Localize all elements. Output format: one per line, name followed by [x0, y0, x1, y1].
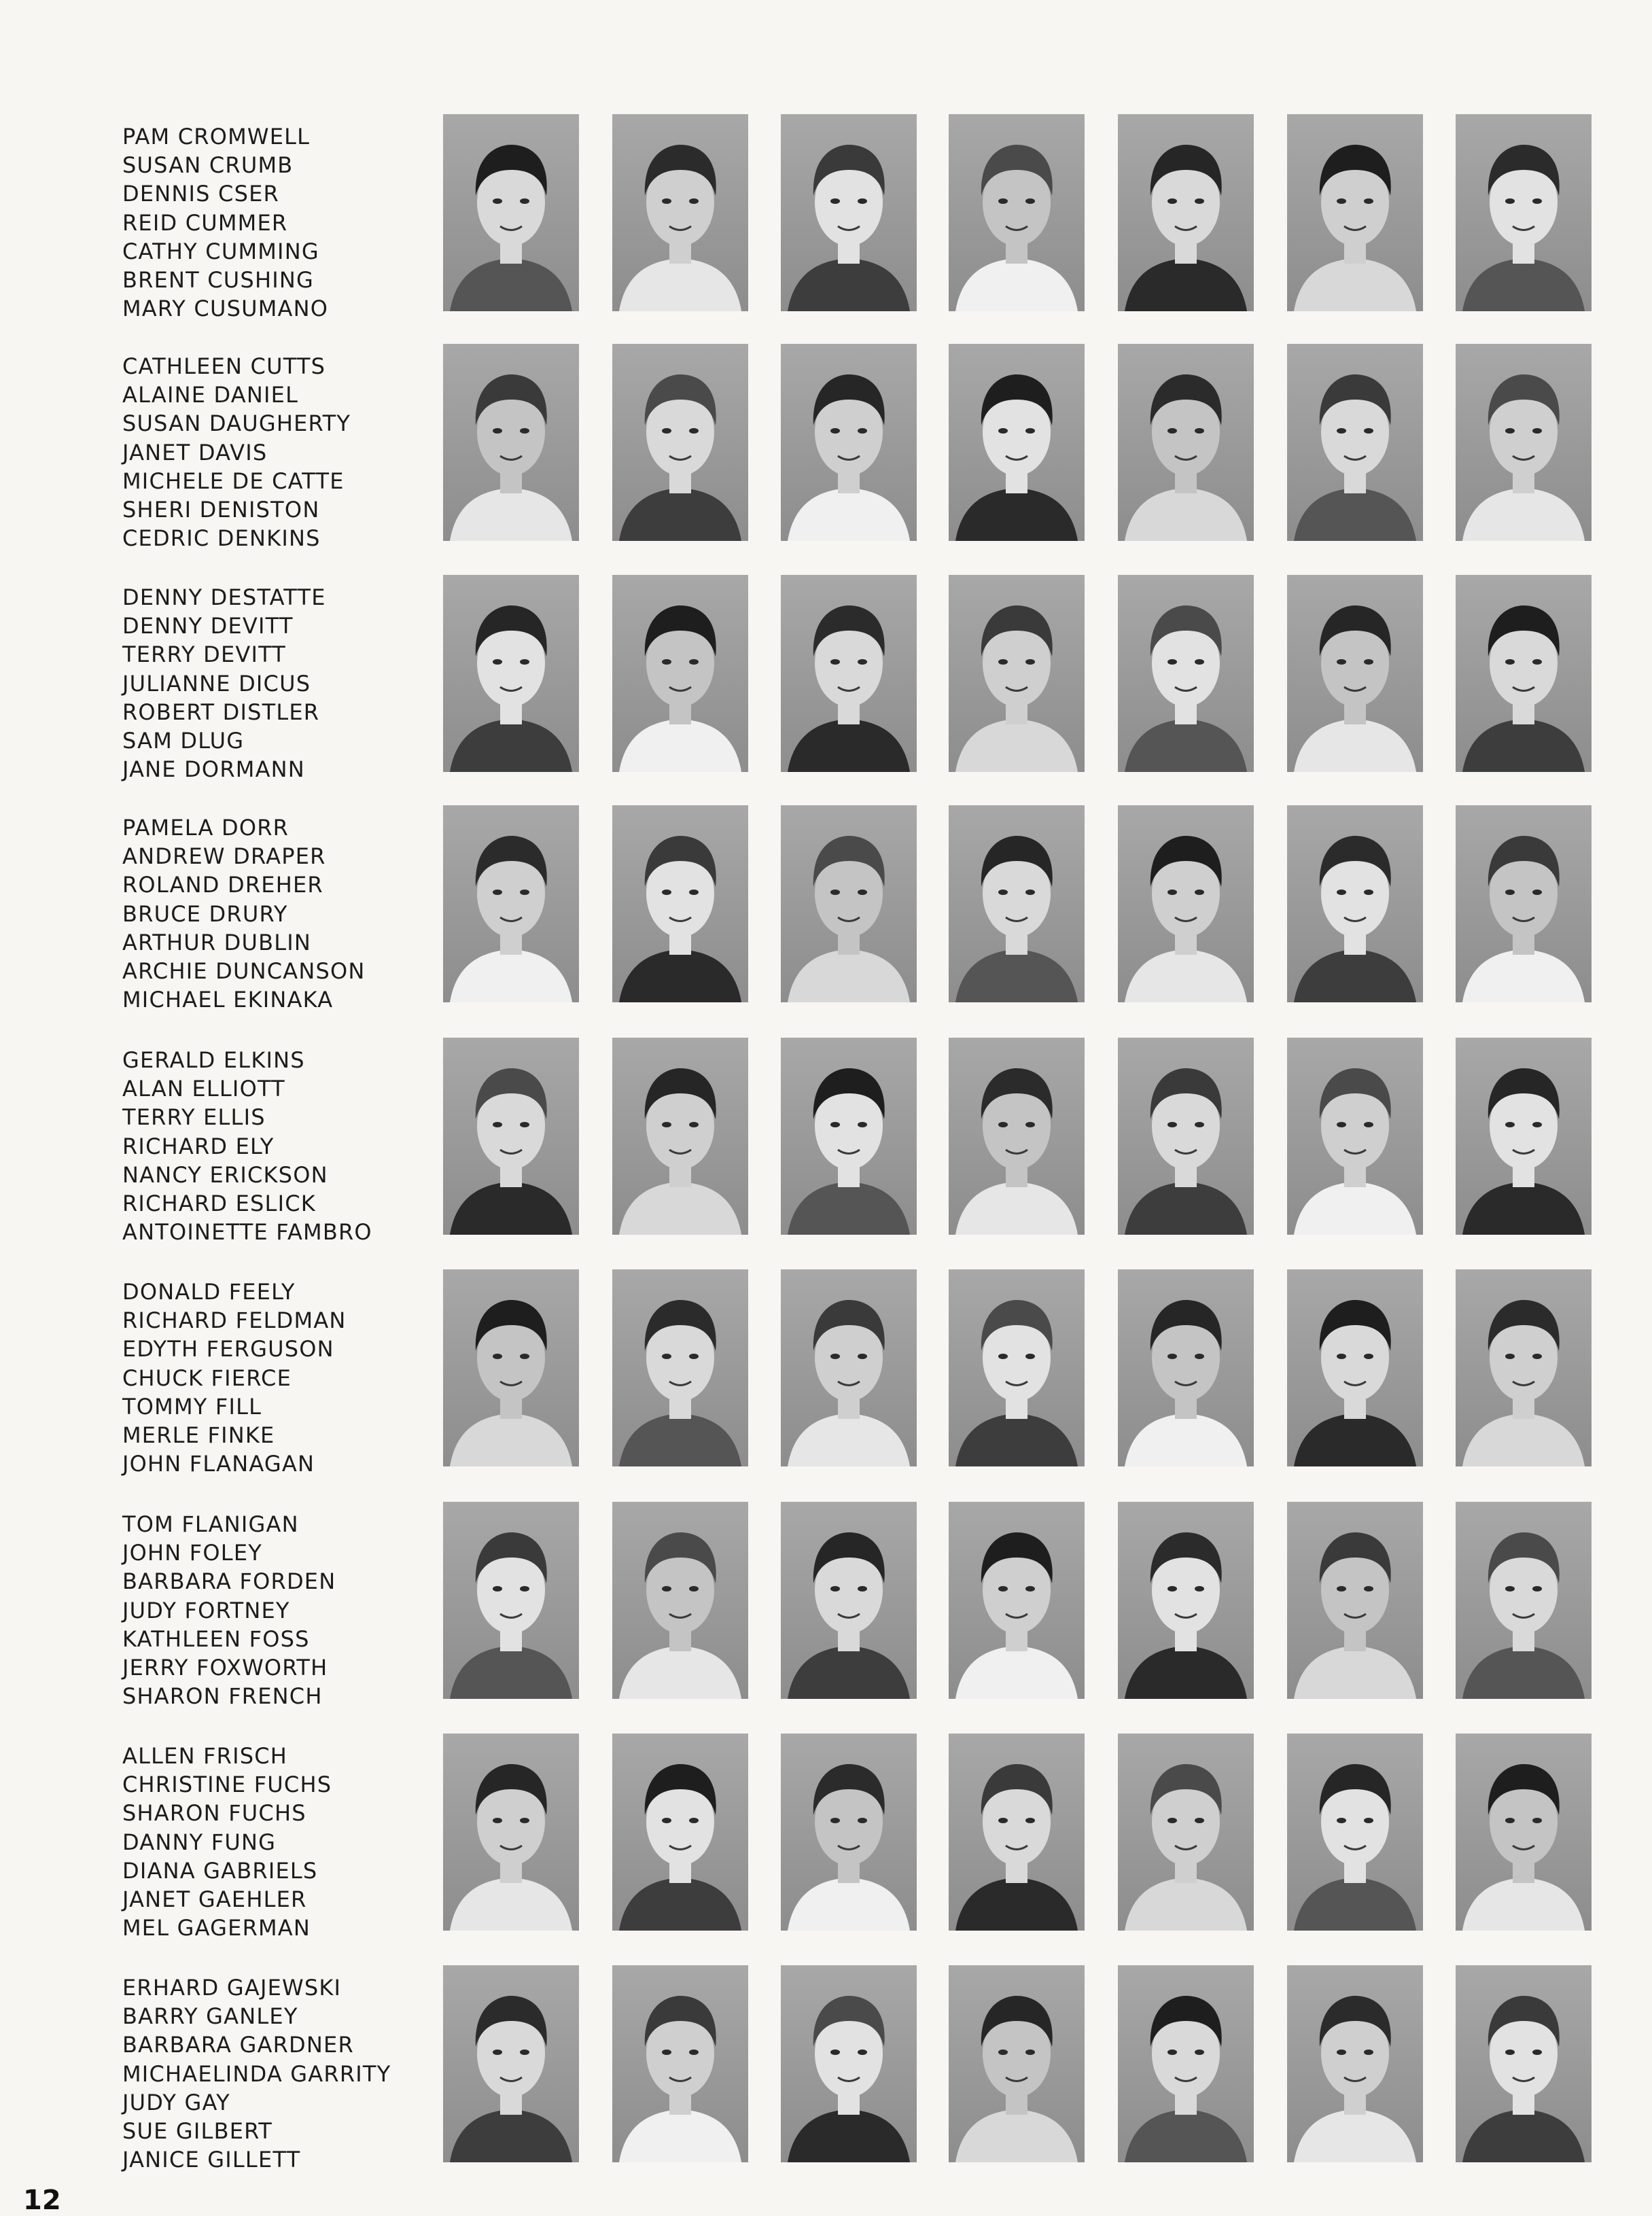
student-name: MARY CUSUMANO	[122, 296, 329, 322]
student-name: DIANA GABRIELS	[122, 1857, 318, 1884]
student-name: RICHARD ELY	[122, 1133, 275, 1159]
portrait-figure	[443, 1038, 579, 1235]
student-portrait-photo	[781, 805, 917, 1002]
portrait-figure	[1287, 114, 1423, 311]
portrait-figure	[1118, 114, 1254, 311]
student-name: BRUCE DRURY	[122, 900, 288, 927]
student-portrait-photo	[781, 1038, 917, 1235]
portrait-figure	[949, 1269, 1085, 1466]
student-portrait-photo	[949, 1502, 1085, 1699]
student-name: MICHAELINDA GARRITY	[122, 2060, 391, 2087]
portrait-figure	[443, 114, 579, 311]
student-name: ROBERT DISTLER	[122, 699, 320, 725]
portrait-figure	[781, 1502, 917, 1699]
student-portrait-photo	[781, 575, 917, 772]
student-name: JANET GAEHLER	[122, 1886, 307, 1913]
student-portrait-photo	[1456, 344, 1592, 541]
portrait-figure	[1118, 1734, 1254, 1931]
portrait-figure	[781, 1734, 917, 1931]
student-portrait-photo	[1287, 1038, 1423, 1235]
student-portrait-photo	[781, 1502, 917, 1699]
student-name: RICHARD ESLICK	[122, 1191, 316, 1217]
student-name: ALLEN FRISCH	[122, 1743, 288, 1769]
student-name: BRENT CUSHING	[122, 267, 314, 294]
portrait-figure	[949, 1502, 1085, 1699]
portrait-figure	[781, 1269, 917, 1466]
student-portrait-photo	[443, 114, 579, 311]
student-name-list	[122, 352, 421, 552]
portrait-figure	[1456, 805, 1592, 1002]
student-name-list	[122, 813, 421, 1014]
student-row	[0, 1734, 1652, 1941]
student-name: MERLE FINKE	[122, 1422, 275, 1449]
portrait-figure	[949, 344, 1085, 541]
student-portrait-photo	[1118, 1965, 1254, 2162]
student-name: JERRY FOXWORTH	[122, 1655, 328, 1681]
student-row	[0, 1269, 1652, 1477]
student-name: SUSAN DAUGHERTY	[122, 410, 351, 437]
student-name: EDYTH FERGUSON	[122, 1336, 334, 1362]
student-name: TERRY ELLIS	[122, 1104, 266, 1131]
portrait-figure	[612, 805, 748, 1002]
portrait-figure	[949, 1038, 1085, 1235]
portrait-figure	[612, 1502, 748, 1699]
portrait-figure	[443, 1734, 579, 1931]
portrait-figure	[612, 1269, 748, 1466]
portrait-figure	[443, 575, 579, 772]
student-name: RICHARD FELDMAN	[122, 1307, 347, 1334]
student-portrait-photo	[1118, 114, 1254, 311]
student-portrait-photo	[949, 805, 1085, 1002]
student-name: TERRY DEVITT	[122, 641, 287, 668]
student-name: ARTHUR DUBLIN	[122, 929, 312, 955]
student-name: DANNY FUNG	[122, 1829, 277, 1855]
student-portrait-photo	[781, 344, 917, 541]
student-name: ARCHIE DUNCANSON	[122, 958, 366, 985]
student-name: MICHELE DE CATTE	[122, 468, 345, 494]
student-row	[0, 344, 1652, 552]
student-name: SHARON FRENCH	[122, 1683, 323, 1710]
student-name: JOHN FOLEY	[122, 1540, 262, 1566]
student-row	[0, 1502, 1652, 1710]
student-portrait-photo	[443, 1965, 579, 2162]
portrait-figure	[1287, 805, 1423, 1002]
student-portrait-photo	[612, 1269, 748, 1466]
student-name-list	[122, 1742, 421, 1942]
student-portrait-photo	[1456, 575, 1592, 772]
portrait-figure	[612, 114, 748, 311]
portrait-figure	[949, 1965, 1085, 2162]
student-portrait-photo	[1118, 1269, 1254, 1466]
student-name: DENNY DEVITT	[122, 613, 294, 639]
student-row	[0, 114, 1652, 322]
student-portrait-photo	[949, 344, 1085, 541]
portrait-figure	[612, 1038, 748, 1235]
portrait-figure	[1287, 1734, 1423, 1931]
student-portrait-photo	[1287, 575, 1423, 772]
student-name: JOHN FLANAGAN	[122, 1451, 315, 1477]
student-portrait-photo	[612, 114, 748, 311]
portrait-figure	[1118, 344, 1254, 541]
student-portrait-photo	[1287, 1734, 1423, 1931]
student-name: JUDY GAY	[122, 2089, 230, 2115]
student-row	[0, 1965, 1652, 2173]
student-name: BARRY GANLEY	[122, 2003, 298, 2030]
portrait-figure	[949, 114, 1085, 311]
student-portrait-photo	[612, 1038, 748, 1235]
portrait-figure	[1456, 1038, 1592, 1235]
student-name: TOMMY FILL	[122, 1393, 262, 1420]
student-name: SAM DLUG	[122, 728, 245, 754]
student-name-list	[122, 1278, 421, 1478]
portrait-figure	[781, 805, 917, 1002]
student-name-list	[122, 1973, 421, 2174]
student-portrait-photo	[443, 344, 579, 541]
portrait-figure	[781, 114, 917, 311]
student-name: JANE DORMANN	[122, 756, 305, 783]
student-name: ROLAND DREHER	[122, 872, 323, 898]
student-name: CATHLEEN CUTTS	[122, 353, 326, 379]
portrait-figure	[1456, 1269, 1592, 1466]
student-portrait-photo	[612, 575, 748, 772]
student-name: SUSAN CRUMB	[122, 152, 294, 179]
student-portrait-photo	[1118, 575, 1254, 772]
student-name: JULIANNE DICUS	[122, 670, 311, 697]
portrait-figure	[612, 1734, 748, 1931]
student-portrait-photo	[949, 1965, 1085, 2162]
portrait-figure	[1118, 805, 1254, 1002]
student-name: GERALD ELKINS	[122, 1047, 305, 1073]
student-portrait-photo	[1456, 1502, 1592, 1699]
student-portrait-photo	[1287, 1269, 1423, 1466]
portrait-figure	[781, 1965, 917, 2162]
student-portrait-photo	[1287, 344, 1423, 541]
student-portrait-photo	[949, 1734, 1085, 1931]
portrait-figure	[443, 344, 579, 541]
portrait-figure	[1118, 1502, 1254, 1699]
portrait-figure	[1456, 1734, 1592, 1931]
student-name: MICHAEL EKINAKA	[122, 987, 334, 1013]
student-name: SHARON FUCHS	[122, 1800, 306, 1827]
portrait-figure	[1287, 344, 1423, 541]
portrait-figure	[1456, 575, 1592, 772]
student-portrait-photo	[1287, 1965, 1423, 2162]
student-name: DONALD FEELY	[122, 1279, 296, 1305]
portrait-figure	[443, 1269, 579, 1466]
portrait-figure	[443, 1965, 579, 2162]
student-name: JANET DAVIS	[122, 439, 268, 465]
student-portrait-photo	[781, 114, 917, 311]
student-portrait-photo	[1287, 1502, 1423, 1699]
student-name: JUDY FORTNEY	[122, 1597, 290, 1623]
student-portrait-photo	[443, 1038, 579, 1235]
student-portrait-photo	[1287, 805, 1423, 1002]
portrait-figure	[949, 805, 1085, 1002]
student-portrait-photo	[949, 114, 1085, 311]
student-portrait-photo	[1456, 1038, 1592, 1235]
student-name: DENNY DESTATTE	[122, 584, 326, 610]
student-portrait-photo	[1456, 114, 1592, 311]
portrait-figure	[1118, 575, 1254, 772]
portrait-figure	[949, 575, 1085, 772]
student-portrait-photo	[612, 805, 748, 1002]
portrait-figure	[612, 1965, 748, 2162]
student-row	[0, 575, 1652, 783]
portrait-figure	[781, 344, 917, 541]
student-portrait-photo	[443, 1734, 579, 1931]
student-name: BARBARA GARDNER	[122, 2032, 354, 2058]
student-portrait-photo	[1456, 1734, 1592, 1931]
student-portrait-photo	[443, 1269, 579, 1466]
student-name-list	[122, 122, 421, 323]
portrait-figure	[781, 575, 917, 772]
student-portrait-photo	[1456, 1965, 1592, 2162]
student-portrait-photo	[781, 1269, 917, 1466]
student-name-list	[122, 1510, 421, 1710]
student-row	[0, 1038, 1652, 1246]
portrait-figure	[1118, 1965, 1254, 2162]
student-name: ALAN ELLIOTT	[122, 1076, 285, 1102]
student-name: SUE GILBERT	[122, 2118, 273, 2145]
student-name: PAM CROMWELL	[122, 124, 311, 150]
student-portrait-photo	[1118, 1734, 1254, 1931]
student-name: DENNIS CSER	[122, 181, 279, 207]
portrait-figure	[1456, 114, 1592, 311]
portrait-figure	[612, 344, 748, 541]
portrait-figure	[949, 1734, 1085, 1931]
portrait-figure	[1287, 575, 1423, 772]
portrait-figure	[1118, 1038, 1254, 1235]
student-name: JANICE GILLETT	[122, 2147, 301, 2173]
portrait-figure	[781, 1038, 917, 1235]
student-name: REID CUMMER	[122, 209, 288, 236]
student-portrait-photo	[612, 344, 748, 541]
student-name: ANTOINETTE FAMBRO	[122, 1219, 372, 1246]
portrait-figure	[1287, 1038, 1423, 1235]
student-portrait-photo	[1118, 344, 1254, 541]
student-name: MEL GAGERMAN	[122, 1915, 311, 1941]
student-name: ERHARD GAJEWSKI	[122, 1975, 342, 2001]
student-portrait-photo	[781, 1734, 917, 1931]
portrait-figure	[1287, 1965, 1423, 2162]
student-portrait-photo	[443, 805, 579, 1002]
student-portrait-photo	[612, 1502, 748, 1699]
student-portrait-photo	[443, 575, 579, 772]
student-name: NANCY ERICKSON	[122, 1161, 328, 1188]
student-name: CATHY CUMMING	[122, 238, 319, 264]
student-name: PAMELA DORR	[122, 815, 289, 841]
student-name: CEDRIC DENKINS	[122, 525, 321, 552]
student-portrait-photo	[612, 1734, 748, 1931]
student-portrait-photo	[949, 575, 1085, 772]
student-portrait-photo	[1118, 1502, 1254, 1699]
portrait-figure	[612, 575, 748, 772]
portrait-figure	[443, 1502, 579, 1699]
student-name: CHRISTINE FUCHS	[122, 1772, 332, 1798]
student-name: ALAINE DANIEL	[122, 382, 299, 408]
portrait-figure	[443, 805, 579, 1002]
student-name: SHERI DENISTON	[122, 497, 320, 523]
student-name-list	[122, 1046, 421, 1246]
student-portrait-photo	[612, 1965, 748, 2162]
student-portrait-photo	[1118, 1038, 1254, 1235]
portrait-figure	[1287, 1269, 1423, 1466]
student-portrait-photo	[949, 1038, 1085, 1235]
student-portrait-photo	[949, 1269, 1085, 1466]
student-name: TOM FLANIGAN	[122, 1511, 299, 1537]
portrait-figure	[1456, 344, 1592, 541]
student-name: KATHLEEN FOSS	[122, 1625, 310, 1652]
student-portrait-photo	[443, 1502, 579, 1699]
student-portrait-photo	[781, 1965, 917, 2162]
student-name: BARBARA FORDEN	[122, 1568, 336, 1595]
student-portrait-photo	[1456, 805, 1592, 1002]
page-number: 12	[23, 2185, 61, 2216]
portrait-figure	[1287, 1502, 1423, 1699]
student-name: ANDREW DRAPER	[122, 843, 326, 870]
student-name: CHUCK FIERCE	[122, 1365, 292, 1391]
portrait-figure	[1456, 1965, 1592, 2162]
student-portrait-photo	[1287, 114, 1423, 311]
student-row	[0, 805, 1652, 1013]
student-name-list	[122, 583, 421, 784]
portrait-figure	[1118, 1269, 1254, 1466]
portrait-figure	[1456, 1502, 1592, 1699]
student-portrait-photo	[1118, 805, 1254, 1002]
student-portrait-photo	[1456, 1269, 1592, 1466]
